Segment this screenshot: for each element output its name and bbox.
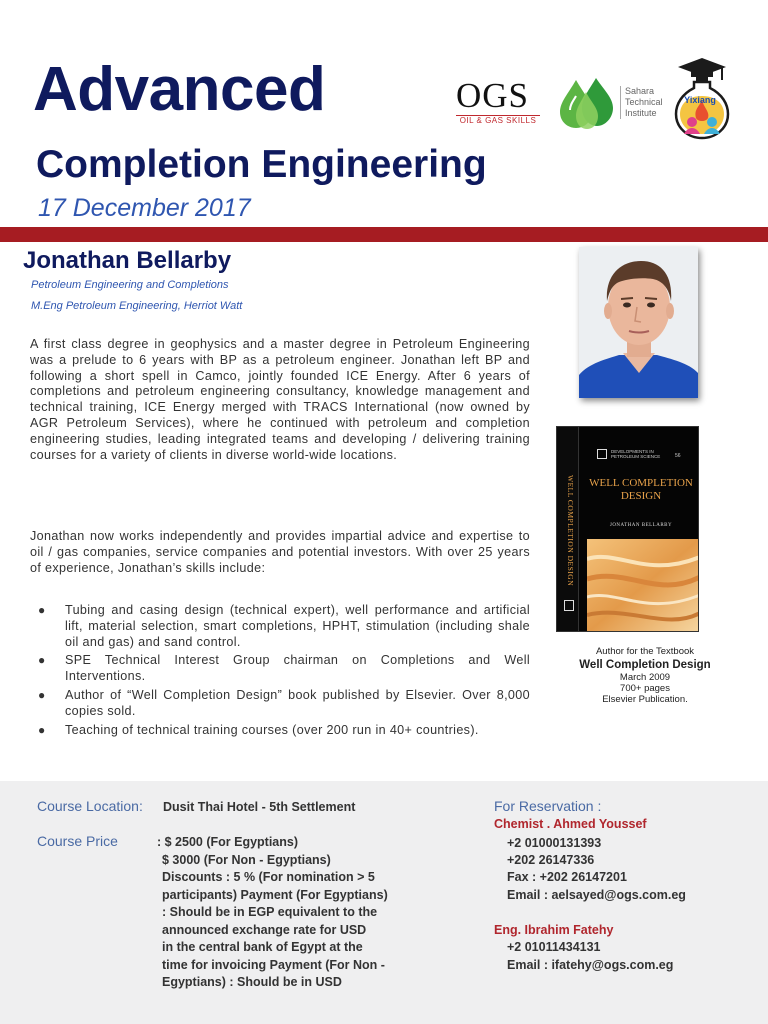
book-cover-art bbox=[587, 539, 699, 632]
book-spine-title: WELL COMPLETION DESIGN bbox=[566, 475, 575, 587]
book-caption bbox=[560, 646, 730, 705]
course-location-value: Dusit Thai Hotel - 5th Settlement bbox=[163, 800, 356, 814]
sahara-logo bbox=[558, 74, 668, 134]
drops-icon bbox=[558, 74, 618, 134]
title-subtitle: Completion Engineering bbox=[36, 143, 487, 186]
contact-phone[interactable]: +202 26147336 bbox=[507, 853, 595, 867]
contact-name-1: Chemist . Ahmed Youssef bbox=[494, 817, 647, 831]
header-divider-bar bbox=[0, 227, 768, 242]
caption-date: March 2009 bbox=[619, 672, 671, 683]
caption-pages: 700+ pages bbox=[620, 683, 670, 694]
book-volume: 56 bbox=[675, 453, 681, 459]
speaker-degree: M.Eng Petroleum Engineering, Herriot Watt bbox=[31, 300, 243, 312]
book-spine bbox=[557, 427, 579, 632]
elsevier-tree-icon bbox=[597, 449, 607, 459]
ogs-logo-text: OGS bbox=[456, 76, 530, 115]
course-location-label: Course Location: bbox=[37, 798, 143, 814]
bio-paragraph-1: A first class degree in geophysics and a master degree in Petroleum Engineering was a prelude to 6 years with BP as a petroleum engineer. Jonathan left BP and following a short spell in Camco, jointly founded ICE Energy. After 6 years of completions and petroleum engineering consultancy, knowledge management and technical training, ICE Energy merged with TRACS International (now owned by AGR Petroleum Services), where he continued with petroleum and completion engineering studies, leading integrated teams and developing / delivering training courses for a variety of clients in diverse world-wide locations. bbox=[30, 337, 530, 462]
course-price-label: Course Price bbox=[37, 833, 118, 849]
speaker-role: Petroleum Engineering and Completions bbox=[31, 279, 229, 291]
title-main: Advanced bbox=[33, 55, 326, 124]
elsevier-logo-icon bbox=[564, 600, 574, 611]
contact-name-2: Eng. Ibrahim Fatehy bbox=[494, 923, 614, 937]
course-date: 17 December 2017 bbox=[38, 194, 251, 222]
skills-list bbox=[38, 603, 530, 741]
list-item: ● Author of “Well Completion Design” book published by Elsevier. Over 8,000 copies sold. bbox=[38, 687, 530, 718]
contact-fax: Fax : +202 26147201 bbox=[507, 870, 627, 884]
book-author: JONATHAN BELLARBY bbox=[609, 523, 673, 528]
course-price-details: : $ 2500 (For Egyptians) $ 3000 (For Non - Egyptians) Discounts : 5 % (For nomination > 5 participants) Payment (For Egyptians) : Should be in EGP equivalent to the announced exchange rate for USD in the central bank of Egypt at the time for invoicing Payment (For Non - Egyptians) : Should be in USD bbox=[157, 835, 388, 989]
contact-email[interactable]: Email : aelsayed@ogs.com.eg bbox=[507, 888, 686, 902]
speaker-photo bbox=[579, 247, 698, 398]
book-title: WELL COMPLETION DESIGN bbox=[589, 477, 693, 502]
book-cover bbox=[556, 426, 699, 632]
caption-intro: Author for the Textbook bbox=[595, 646, 695, 657]
ogs-logo-tagline: OIL & GAS SKILLS bbox=[456, 115, 540, 125]
ogs-logo bbox=[456, 78, 546, 128]
speaker-name: Jonathan Bellarby bbox=[23, 247, 232, 274]
yixiang-logo-text: Yixiang bbox=[684, 95, 716, 105]
caption-book-title: Well Completion Design bbox=[579, 659, 711, 671]
reservation-label: For Reservation : bbox=[494, 798, 602, 814]
contact-phone[interactable]: +2 01011434131 bbox=[507, 940, 601, 954]
sahara-logo-text: Sahara Technical Institute bbox=[620, 86, 663, 119]
contact-email[interactable]: Email : ifatehy@ogs.com.eg bbox=[507, 958, 674, 972]
contact-phone[interactable]: +2 01000131393 bbox=[507, 836, 602, 850]
list-item: ● SPE Technical Interest Group chairman on Completions and Well Interventions. bbox=[38, 653, 530, 684]
list-item: ● Teaching of technical training courses (over 200 run in 40+ countries). bbox=[38, 722, 479, 737]
caption-publisher: Elsevier Publication. bbox=[602, 694, 688, 705]
yixiang-logo bbox=[674, 56, 730, 140]
book-series: DEVELOPMENTS IN PETROLEUM SCIENCE bbox=[611, 449, 661, 459]
bio-paragraph-2: Jonathan now works independently and provides impartial advice and expertise to oil / gas companies, service companies and potential investors. With over 25 years of experience, Jonathan’s skills include: bbox=[30, 529, 530, 575]
list-item: ● Tubing and casing design (technical expert), well performance and artificial lift, material selection, smart completions, HPHT, stimulation (including shale oil and gas) and sand control. bbox=[38, 603, 530, 649]
